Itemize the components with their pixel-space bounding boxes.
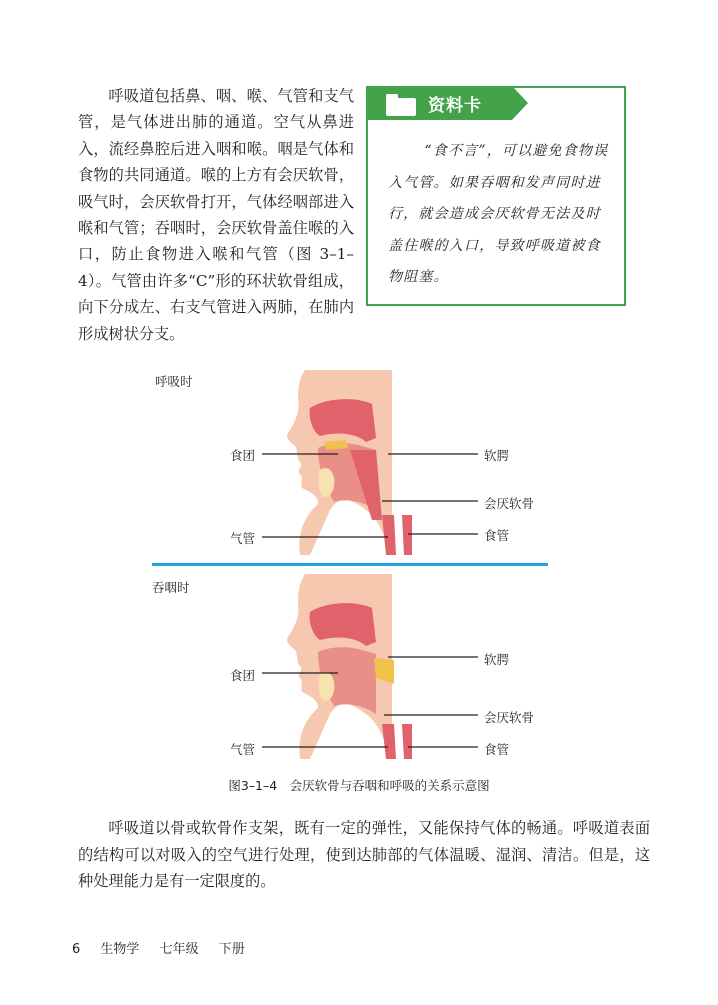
- label-epiglottis: 会厌软骨: [484, 496, 535, 511]
- page-number: 6: [72, 942, 81, 957]
- book-title: 生物学: [100, 942, 140, 957]
- label-epiglottis-swallow: 会厌软骨: [484, 710, 535, 725]
- label-soft-palate: 软腭: [484, 448, 510, 463]
- label-food-bolus-swallow: 食团: [230, 668, 256, 683]
- info-card-title: 资料卡: [428, 96, 482, 116]
- figure-caption: 图3–1–4 会厌软骨与吞咽和呼吸的关系示意图: [228, 778, 490, 793]
- label-soft-palate-swallow: 软腭: [484, 652, 510, 667]
- panel-label-breathing: 呼吸时: [155, 374, 193, 389]
- info-card-tab: [366, 86, 528, 120]
- info-card: [366, 86, 626, 306]
- label-trachea: 气管: [230, 531, 256, 546]
- label-food-bolus: 食团: [230, 448, 256, 463]
- intro-paragraph: 呼吸道包括鼻、咽、喉、气管和支气管，是气体进出肺的通道。空气从鼻进入，流经鼻腔后进入咽和喉。咽是气体和食物的共同通道。喉的上方有会厌软骨，吸气时，会厌软骨打开，气体经咽部进入喉和气管；吞咽时，会厌软骨盖住喉的入口，防止食物进入喉和气管（图 3–1–4）。气管由许多“C”形的环状软骨组成，向下分成左、右支气管进入两肺，在肺内形成树状分支。: [78, 87, 354, 343]
- volume: 下册: [218, 942, 245, 957]
- figure-divider: [152, 563, 548, 566]
- bottom-paragraph: 呼吸道以骨或软骨作支架，既有一定的弹性，又能保持气体的畅通。呼吸道表面的结构可以对吸入的空气进行处理，使到达肺部的气体温暖、湿润、清洁。但是，这种处理能力是有一定限度的。: [78, 819, 650, 891]
- label-trachea-swallow: 气管: [230, 742, 256, 757]
- label-esophagus: 食管: [484, 528, 510, 543]
- grade: 七年级: [159, 942, 199, 957]
- label-esophagus-swallow: 食管: [484, 742, 510, 757]
- panel-label-swallowing: 吞咽时: [152, 580, 190, 595]
- page-footer: [72, 938, 255, 957]
- info-card-text: “食不言”，可以避免食物误入气管。如果吞咽和发声同时进行，就会造成会厌软骨无法及时盖住喉的入口，导致呼吸道被食物阻塞。: [388, 143, 609, 285]
